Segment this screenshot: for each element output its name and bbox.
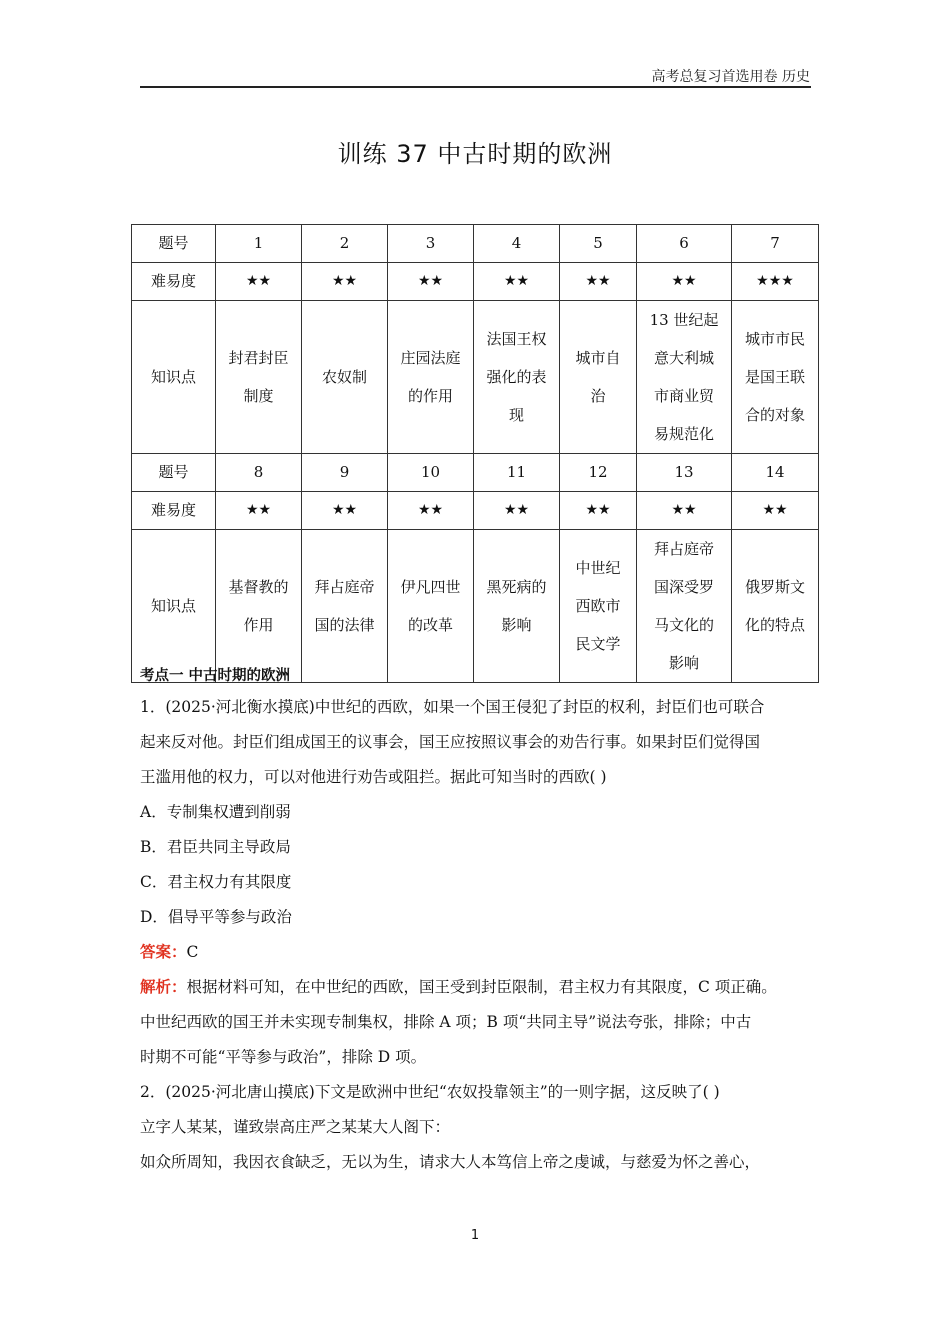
question-2-material: 如众所周知，我因衣食缺乏，无以为生，请求大人本笃信上帝之虔诚，与慈爱为怀之善心， xyxy=(140,1153,761,1171)
question-number: 4 xyxy=(474,225,560,263)
question-number: 1 xyxy=(216,225,302,263)
difficulty-stars: ★★★ xyxy=(732,263,819,301)
question-2-stem: 2．(2025·河北唐山摸底)下文是欧洲中世纪“农奴投靠领主”的一则字据，这反映了( ) xyxy=(140,1083,720,1101)
difficulty-stars: ★★ xyxy=(560,263,637,301)
table-row xyxy=(132,225,819,263)
knowledge-point: 基督教的 作用 xyxy=(216,530,302,683)
option-b: B．君臣共同主导政局 xyxy=(140,838,291,856)
row-label-difficulty: 难易度 xyxy=(132,492,216,530)
knowledge-point: 拜占庭帝 国的法律 xyxy=(302,530,388,683)
section-heading: 考点一 中古时期的欧洲 xyxy=(140,668,291,684)
difficulty-stars: ★★ xyxy=(388,492,474,530)
difficulty-stars: ★★ xyxy=(302,492,388,530)
header-divider xyxy=(140,86,811,88)
option-c: C．君主权力有其限度 xyxy=(140,873,292,891)
table-row xyxy=(132,301,819,454)
table-row xyxy=(132,530,819,683)
knowledge-point: 农奴制 xyxy=(302,301,388,454)
difficulty-stars: ★★ xyxy=(637,492,732,530)
question-2-material: 立字人某某，谨致崇高庄严之某某大人阁下： xyxy=(140,1118,451,1136)
knowledge-point: 伊凡四世 的改革 xyxy=(388,530,474,683)
row-label-num: 题号 xyxy=(132,225,216,263)
difficulty-stars: ★★ xyxy=(732,492,819,530)
row-label-knowledge: 知识点 xyxy=(132,301,216,454)
knowledge-table xyxy=(131,224,819,683)
difficulty-stars: ★★ xyxy=(637,263,732,301)
table-row xyxy=(132,263,819,301)
difficulty-stars: ★★ xyxy=(560,492,637,530)
page-number: 1 xyxy=(470,1228,480,1243)
difficulty-stars: ★★ xyxy=(216,263,302,301)
question-content xyxy=(140,662,812,1180)
analysis-line: 解析：根据材料可知，在中世纪的西欧，国王受到封臣限制，君主权力有其限度，C 项正确。 xyxy=(140,978,777,996)
answer-label: 答案： xyxy=(140,943,187,961)
running-header: 高考总复习首选用卷 历史 xyxy=(651,69,810,85)
difficulty-stars: ★★ xyxy=(216,492,302,530)
analysis-line: 中世纪西欧的国王并未实现专制集权，排除 A 项；B 项“共同主导”说法夸张，排除；中古 xyxy=(140,1013,752,1031)
knowledge-point: 拜占庭帝 国深受罗 马文化的 影响 xyxy=(637,530,732,683)
difficulty-stars: ★★ xyxy=(474,492,560,530)
knowledge-point: 封君封臣 制度 xyxy=(216,301,302,454)
knowledge-point: 庄园法庭 的作用 xyxy=(388,301,474,454)
difficulty-stars: ★★ xyxy=(388,263,474,301)
question-number: 13 xyxy=(637,454,732,492)
question-number: 10 xyxy=(388,454,474,492)
difficulty-stars: ★★ xyxy=(302,263,388,301)
question-number: 5 xyxy=(560,225,637,263)
page-title: 训练 37 中古时期的欧洲 xyxy=(337,140,613,168)
table-row xyxy=(132,454,819,492)
option-a: A．专制集权遭到削弱 xyxy=(140,803,291,821)
option-d: D．倡导平等参与政治 xyxy=(140,908,292,926)
knowledge-point: 13 世纪起 意大利城 市商业贸 易规范化 xyxy=(637,301,732,454)
question-1-stem: 1．(2025·河北衡水摸底)中世纪的西欧，如果一个国王侵犯了封臣的权利，封臣们也可联合 xyxy=(140,698,765,716)
table-row xyxy=(132,492,819,530)
question-number: 6 xyxy=(637,225,732,263)
question-number: 14 xyxy=(732,454,819,492)
question-number: 8 xyxy=(216,454,302,492)
difficulty-stars: ★★ xyxy=(474,263,560,301)
question-number: 12 xyxy=(560,454,637,492)
question-number: 3 xyxy=(388,225,474,263)
row-label-knowledge: 知识点 xyxy=(132,530,216,683)
knowledge-point: 俄罗斯文 化的特点 xyxy=(732,530,819,683)
answer-line xyxy=(140,935,812,970)
question-1-stem: 王滥用他的权力，可以对他进行劝告或阻拦。据此可知当时的西欧( ) xyxy=(140,768,607,786)
answer-value: C xyxy=(186,943,199,961)
question-number: 11 xyxy=(474,454,560,492)
question-number: 9 xyxy=(302,454,388,492)
knowledge-point: 城市市民 是国王联 合的对象 xyxy=(732,301,819,454)
question-1-stem: 起来反对他。封臣们组成国王的议事会，国王应按照议事会的劝告行事。如果封臣们觉得国 xyxy=(140,733,761,751)
analysis-label: 解析： xyxy=(140,978,187,996)
question-number: 2 xyxy=(302,225,388,263)
knowledge-point: 法国王权 强化的表 现 xyxy=(474,301,560,454)
question-number: 7 xyxy=(732,225,819,263)
analysis-line: 时期不可能“平等参与政治”，排除 D 项。 xyxy=(140,1048,427,1066)
knowledge-point: 黑死病的 影响 xyxy=(474,530,560,683)
row-label-num: 题号 xyxy=(132,454,216,492)
knowledge-point: 中世纪 西欧市 民文学 xyxy=(560,530,637,683)
knowledge-point: 城市自 治 xyxy=(560,301,637,454)
row-label-difficulty: 难易度 xyxy=(132,263,216,301)
